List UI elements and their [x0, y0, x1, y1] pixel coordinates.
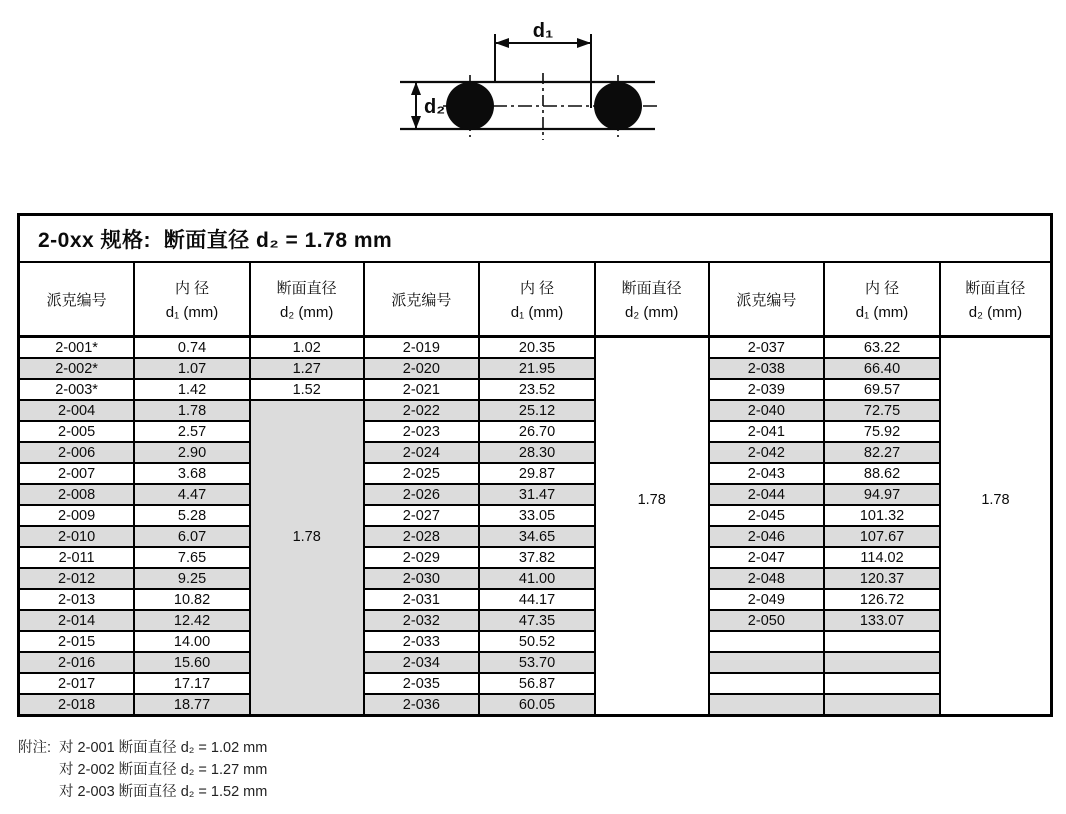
table-row — [19, 337, 1052, 359]
table-title-row — [19, 215, 1052, 263]
cell-inner-diameter: 60.05 — [479, 694, 595, 716]
table-row — [19, 673, 1052, 694]
cell-part-number: 2-034 — [364, 652, 480, 673]
cell-part-number — [709, 631, 825, 652]
col-header-inner-diameter — [479, 262, 595, 337]
table-row — [19, 400, 1052, 421]
cell-inner-diameter: 107.67 — [824, 526, 940, 547]
merged-cs-value: 1.78 — [637, 492, 666, 509]
cell-inner-diameter: 94.97 — [824, 484, 940, 505]
table-row — [19, 421, 1052, 442]
notes-label: 附注: — [18, 740, 52, 756]
cell-inner-diameter: 47.35 — [479, 610, 595, 631]
note-line: 对 2-001 断面直径 d₂ = 1.02 mm — [59, 740, 268, 756]
cell-part-number: 2-013 — [19, 589, 135, 610]
col-header-inner-cn: 内 径 — [864, 280, 900, 297]
table-row — [19, 652, 1052, 673]
col-header-inner-diameter — [824, 262, 940, 337]
cell-part-number: 2-024 — [364, 442, 480, 463]
cell-inner-diameter: 53.70 — [479, 652, 595, 673]
cell-part-number: 2-016 — [19, 652, 135, 673]
col-header-part-number: 派克编号 — [19, 262, 135, 337]
cell-inner-diameter: 7.65 — [134, 547, 250, 568]
col-header-inner-symbol: d₁ (mm) — [510, 304, 564, 321]
cell-inner-diameter: 0.74 — [134, 337, 250, 359]
cell-part-number: 2-029 — [364, 547, 480, 568]
cell-part-number: 2-023 — [364, 421, 480, 442]
cell-part-number: 2-048 — [709, 568, 825, 589]
cell-part-number: 2-021 — [364, 379, 480, 400]
cell-inner-diameter — [824, 673, 940, 694]
cell-inner-diameter: 88.62 — [824, 463, 940, 484]
cell-part-number: 2-030 — [364, 568, 480, 589]
cell-inner-diameter: 31.47 — [479, 484, 595, 505]
cell-inner-diameter — [824, 652, 940, 673]
cell-inner-diameter: 18.77 — [134, 694, 250, 716]
table-row — [19, 547, 1052, 568]
cell-inner-diameter: 9.25 — [134, 568, 250, 589]
cell-inner-diameter: 2.90 — [134, 442, 250, 463]
note-line: 对 2-003 断面直径 d₂ = 1.52 mm — [59, 784, 268, 800]
notes — [18, 737, 267, 803]
cell-inner-diameter: 20.35 — [479, 337, 595, 359]
left-oring-section — [446, 82, 494, 130]
cell-part-number: 2-041 — [709, 421, 825, 442]
table-row — [19, 379, 1052, 400]
cell-cs-diameter: 1.52 — [250, 379, 364, 400]
cell-part-number: 2-035 — [364, 673, 480, 694]
cell-inner-diameter: 75.92 — [824, 421, 940, 442]
cell-cs-diameter-merged — [250, 400, 364, 716]
col-header-inner-cn: 内 径 — [174, 280, 210, 297]
cell-part-number: 2-015 — [19, 631, 135, 652]
col-header-cs-cn: 断面直径 — [621, 280, 682, 297]
cell-part-number: 2-007 — [19, 463, 135, 484]
cell-inner-diameter: 23.52 — [479, 379, 595, 400]
cell-part-number: 2-009 — [19, 505, 135, 526]
cell-inner-diameter: 1.78 — [134, 400, 250, 421]
col-header-cs-cn: 断面直径 — [965, 280, 1026, 297]
cell-inner-diameter: 37.82 — [479, 547, 595, 568]
cell-inner-diameter: 1.07 — [134, 358, 250, 379]
col-header-cs-diameter — [940, 262, 1052, 337]
cell-inner-diameter: 26.70 — [479, 421, 595, 442]
cell-part-number: 2-028 — [364, 526, 480, 547]
cell-part-number: 2-027 — [364, 505, 480, 526]
table-row — [19, 358, 1052, 379]
cell-part-number: 2-038 — [709, 358, 825, 379]
cell-part-number: 2-036 — [364, 694, 480, 716]
cell-inner-diameter: 63.22 — [824, 337, 940, 359]
cell-inner-diameter: 72.75 — [824, 400, 940, 421]
cell-part-number: 2-002* — [19, 358, 135, 379]
table-row — [19, 526, 1052, 547]
cell-part-number: 2-006 — [19, 442, 135, 463]
col-header-inner-cn: 内 径 — [519, 280, 555, 297]
col-header-cs-symbol: d₂ (mm) — [625, 304, 679, 321]
cell-inner-diameter: 66.40 — [824, 358, 940, 379]
cell-part-number: 2-039 — [709, 379, 825, 400]
cell-inner-diameter: 4.47 — [134, 484, 250, 505]
table-row — [19, 631, 1052, 652]
cell-inner-diameter: 34.65 — [479, 526, 595, 547]
cell-inner-diameter: 41.00 — [479, 568, 595, 589]
col-header-cs-cn: 断面直径 — [276, 280, 337, 297]
cell-cs-diameter-merged — [595, 337, 709, 716]
table-row — [19, 505, 1052, 526]
cell-part-number: 2-003* — [19, 379, 135, 400]
cell-part-number: 2-044 — [709, 484, 825, 505]
cell-part-number: 2-001* — [19, 337, 135, 359]
cell-part-number: 2-025 — [364, 463, 480, 484]
spec-table — [17, 213, 1053, 717]
cell-inner-diameter: 2.57 — [134, 421, 250, 442]
table-row — [19, 694, 1052, 716]
notes-lines — [59, 737, 267, 803]
cell-part-number: 2-014 — [19, 610, 135, 631]
cell-inner-diameter: 133.07 — [824, 610, 940, 631]
cell-inner-diameter: 50.52 — [479, 631, 595, 652]
cell-inner-diameter: 5.28 — [134, 505, 250, 526]
cell-part-number: 2-040 — [709, 400, 825, 421]
cell-part-number: 2-011 — [19, 547, 135, 568]
cell-part-number: 2-037 — [709, 337, 825, 359]
cell-inner-diameter: 12.42 — [134, 610, 250, 631]
cell-part-number: 2-033 — [364, 631, 480, 652]
cell-part-number: 2-008 — [19, 484, 135, 505]
cell-inner-diameter: 126.72 — [824, 589, 940, 610]
col-header-cs-diameter — [250, 262, 364, 337]
cell-part-number: 2-019 — [364, 337, 480, 359]
col-header-cs-symbol: d₂ (mm) — [968, 304, 1023, 321]
cell-inner-diameter: 69.57 — [824, 379, 940, 400]
cell-inner-diameter: 56.87 — [479, 673, 595, 694]
cell-inner-diameter: 14.00 — [134, 631, 250, 652]
col-header-cs-symbol: d₂ (mm) — [280, 304, 334, 321]
cell-part-number: 2-004 — [19, 400, 135, 421]
cell-part-number — [709, 673, 825, 694]
table-row — [19, 589, 1052, 610]
merged-cs-value: 1.78 — [981, 492, 1010, 509]
table-title: 2-0xx 规格: 断面直径 d₂ = 1.78 mm — [19, 215, 1052, 263]
cell-part-number: 2-045 — [709, 505, 825, 526]
cell-inner-diameter: 82.27 — [824, 442, 940, 463]
cell-cs-diameter: 1.27 — [250, 358, 364, 379]
cell-inner-diameter: 10.82 — [134, 589, 250, 610]
cell-part-number — [709, 652, 825, 673]
table-row — [19, 568, 1052, 589]
cell-inner-diameter: 21.95 — [479, 358, 595, 379]
d2-dimension-label: d₂ — [424, 96, 446, 118]
oring-cross-section-diagram — [393, 6, 665, 154]
cell-inner-diameter: 17.17 — [134, 673, 250, 694]
cell-part-number: 2-010 — [19, 526, 135, 547]
right-oring-section — [594, 82, 642, 130]
cell-inner-diameter: 3.68 — [134, 463, 250, 484]
col-header-inner-symbol: d₁ (mm) — [855, 304, 909, 321]
cell-inner-diameter: 44.17 — [479, 589, 595, 610]
cell-cs-diameter-merged — [940, 337, 1052, 716]
cell-inner-diameter — [824, 631, 940, 652]
cell-part-number: 2-042 — [709, 442, 825, 463]
cell-inner-diameter: 120.37 — [824, 568, 940, 589]
cell-inner-diameter: 114.02 — [824, 547, 940, 568]
cell-inner-diameter: 25.12 — [479, 400, 595, 421]
cell-inner-diameter — [824, 694, 940, 716]
d1-dimension-label: d₁ — [532, 20, 554, 42]
merged-cs-value: 1.78 — [292, 529, 321, 546]
table-body — [19, 337, 1052, 716]
col-header-part-number: 派克编号 — [709, 262, 825, 337]
cell-part-number: 2-046 — [709, 526, 825, 547]
cell-part-number: 2-049 — [709, 589, 825, 610]
cell-inner-diameter: 6.07 — [134, 526, 250, 547]
cell-part-number: 2-043 — [709, 463, 825, 484]
cell-part-number: 2-012 — [19, 568, 135, 589]
cell-inner-diameter: 28.30 — [479, 442, 595, 463]
cell-cs-diameter: 1.02 — [250, 337, 364, 359]
cell-part-number: 2-026 — [364, 484, 480, 505]
cell-part-number: 2-032 — [364, 610, 480, 631]
cell-inner-diameter: 29.87 — [479, 463, 595, 484]
cell-inner-diameter: 15.60 — [134, 652, 250, 673]
table-row — [19, 610, 1052, 631]
note-line: 对 2-002 断面直径 d₂ = 1.27 mm — [59, 762, 268, 778]
cell-part-number: 2-017 — [19, 673, 135, 694]
cell-part-number: 2-022 — [364, 400, 480, 421]
col-header-inner-diameter — [134, 262, 250, 337]
cell-inner-diameter: 101.32 — [824, 505, 940, 526]
d2-dimension-arrow — [411, 82, 421, 129]
cell-part-number: 2-031 — [364, 589, 480, 610]
table-row — [19, 442, 1052, 463]
table-row — [19, 484, 1052, 505]
cell-part-number: 2-020 — [364, 358, 480, 379]
cell-part-number: 2-050 — [709, 610, 825, 631]
cell-part-number: 2-005 — [19, 421, 135, 442]
cell-inner-diameter: 1.42 — [134, 379, 250, 400]
table-header-row — [19, 262, 1052, 337]
col-header-inner-symbol: d₁ (mm) — [165, 304, 219, 321]
col-header-cs-diameter — [595, 262, 709, 337]
cell-inner-diameter: 33.05 — [479, 505, 595, 526]
table-row — [19, 463, 1052, 484]
cell-part-number: 2-047 — [709, 547, 825, 568]
col-header-part-number: 派克编号 — [364, 262, 480, 337]
cell-part-number — [709, 694, 825, 716]
cell-part-number: 2-018 — [19, 694, 135, 716]
